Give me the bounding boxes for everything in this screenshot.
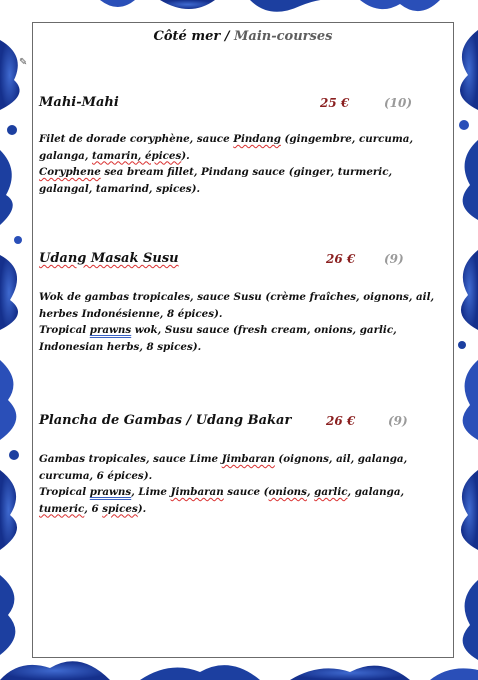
dish-name-udang-masak-susu: Udang Masak Susu [39, 251, 179, 266]
description-fr: Wok de gambas tropicales, sauce Susu (crème fraîches, oignons, ail, herbes Indonésienne, 8 épices). [39, 291, 435, 320]
text-cursor-icon: ✎ [19, 57, 28, 68]
title-separator: / [224, 29, 230, 44]
section-subtitle: Main-courses [234, 29, 333, 44]
dish-price: 26 € [326, 252, 356, 266]
dish-description [39, 289, 439, 355]
description-fr: Filet de dorade coryphène, sauce Pindang (gingembre, curcuma, galanga, tamarin, épices). [39, 133, 414, 162]
description-en: Coryphene sea bream fillet, Pindang sauce (ginger, turmeric, galangal, tamarind, spices). [39, 166, 393, 195]
description-en: Tropical prawns wok, Susu sauce (fresh cream, onions, garlic, Indonesian herbs, 8 spices). [39, 324, 397, 353]
dish-price: 25 € [320, 96, 350, 110]
page-title [33, 29, 453, 44]
dish-name-mahi-mahi: Mahi-Mahi [39, 95, 119, 110]
menu-page [19, 22, 454, 658]
dish-quantity: (9) [388, 414, 408, 428]
section-title: Côté mer [153, 29, 221, 44]
dish-price: 26 € [326, 414, 356, 428]
dish-description [39, 451, 439, 517]
description-fr: Gambas tropicales, sauce Lime Jimbaran (oignons, ail, galanga, curcuma, 6 épices). [39, 453, 408, 482]
dish-name-plancha-de-gambas: Plancha de Gambas / Udang Bakar [39, 413, 292, 428]
dish-description [39, 131, 439, 197]
description-en: Tropical prawns, Lime Jimbaran sauce (onions, garlic, galanga, tumeric, 6 spices). [39, 486, 405, 515]
dish-quantity: (9) [384, 252, 404, 266]
dish-quantity: (10) [384, 96, 413, 110]
